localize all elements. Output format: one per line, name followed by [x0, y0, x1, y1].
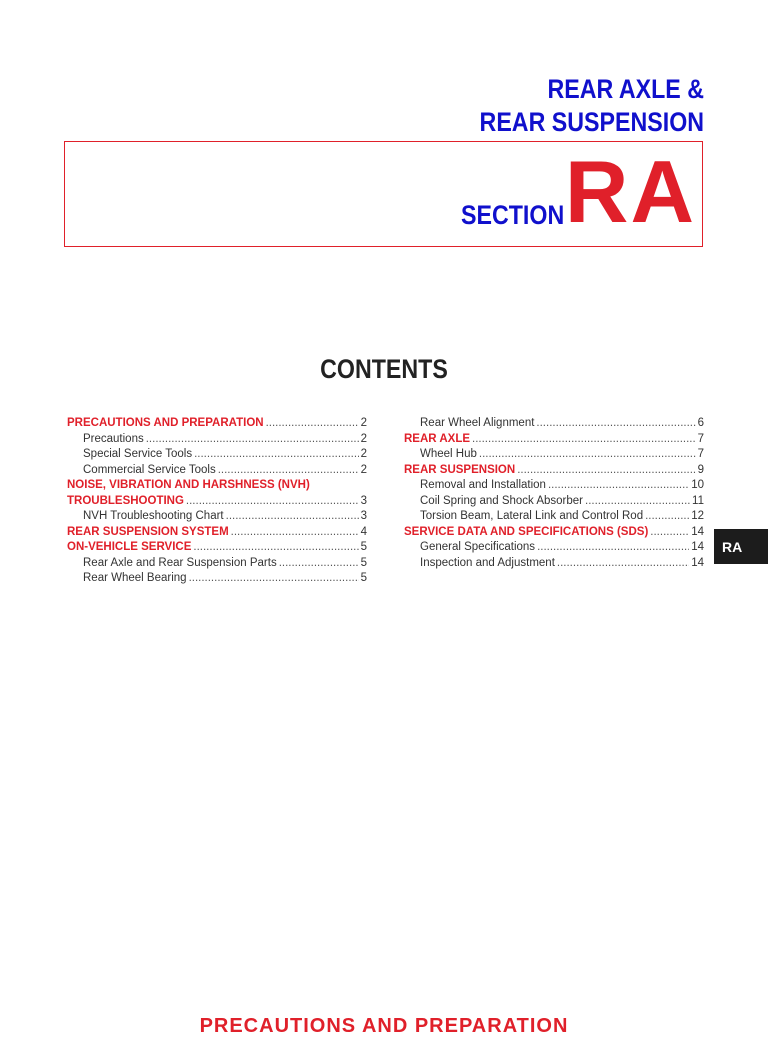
toc-entry-page: 14	[691, 525, 704, 538]
toc-entry[interactable]	[404, 478, 704, 494]
toc-entry-page: 9	[697, 463, 704, 476]
toc-leader-dots	[479, 447, 696, 463]
toc-entry[interactable]	[67, 447, 367, 463]
manual-title-line2: REAR SUSPENSION	[479, 107, 704, 137]
toc-leader-dots	[231, 525, 359, 541]
toc-entry-page: 2	[360, 463, 367, 476]
toc-leader-dots	[548, 478, 689, 494]
toc-entry-page: 6	[697, 417, 704, 429]
manual-title-line1: REAR AXLE &	[547, 74, 704, 104]
toc-entry[interactable]	[67, 494, 367, 510]
toc-leader-dots	[146, 432, 359, 448]
toc-leader-dots	[517, 463, 695, 479]
toc-leader-dots	[279, 556, 359, 572]
toc-entry-label: Commercial Service Tools	[83, 463, 216, 476]
toc-entry-page: 14	[691, 541, 704, 553]
toc-leader-dots	[218, 463, 359, 479]
toc-right-column	[404, 416, 704, 571]
toc-entry[interactable]	[404, 416, 704, 432]
toc-entry-label: SERVICE DATA AND SPECIFICATIONS (SDS)	[404, 525, 649, 538]
toc-entry-label: General Specifications	[420, 541, 536, 553]
toc-entry[interactable]	[67, 571, 367, 587]
toc-entry-label: Inspection and Adjustment	[420, 556, 555, 569]
toc-entry-label: REAR SUSPENSION SYSTEM	[67, 525, 229, 538]
toc-entry-label: PRECAUTIONS AND PREPARATION	[67, 417, 264, 429]
toc-entry-label: REAR SUSPENSION	[404, 463, 516, 476]
toc-entry-page: 3	[360, 494, 367, 507]
toc-entry-page: 5	[360, 556, 367, 569]
toc-entry[interactable]	[67, 463, 367, 479]
toc-entry[interactable]	[404, 494, 704, 510]
toc-leader-dots	[194, 447, 359, 463]
toc-leader-dots	[193, 540, 358, 556]
toc-entry-label: ON-VEHICLE SERVICE	[67, 541, 192, 553]
toc-entry-label: Torsion Beam, Lateral Link and Control Rod	[420, 510, 644, 522]
toc-leader-dots	[536, 416, 695, 432]
toc-entry[interactable]	[404, 525, 704, 541]
toc-entry[interactable]	[67, 509, 367, 525]
toc-entry-label: Wheel Hub	[420, 448, 477, 460]
toc-entry-page: 10	[691, 479, 704, 491]
toc-entry-page: 12	[691, 510, 704, 522]
toc-entry-label: REAR AXLE	[404, 432, 471, 445]
toc-entry-label: Rear Axle and Rear Suspension Parts	[83, 556, 277, 569]
section-label: SECTION	[461, 200, 565, 230]
toc-leader-dots	[189, 571, 359, 587]
toc-entry[interactable]	[404, 540, 704, 556]
toc-entry[interactable]	[67, 478, 367, 494]
toc-entry-page: 2	[360, 417, 367, 429]
toc-entry-page: 2	[360, 448, 367, 460]
section-box	[64, 141, 703, 247]
toc-leader-dots	[650, 525, 689, 541]
toc-entry[interactable]	[404, 447, 704, 463]
toc-entry[interactable]	[404, 509, 704, 525]
toc-entry[interactable]	[67, 416, 367, 432]
toc-entry-page: 14	[691, 556, 704, 569]
toc-entry-page: 5	[360, 572, 367, 584]
toc-entry[interactable]	[67, 525, 367, 541]
toc-entry[interactable]	[67, 432, 367, 448]
toc-entry-page: 7	[697, 448, 704, 460]
toc-entry-page: 4	[360, 525, 367, 538]
toc-leader-dots	[537, 540, 689, 556]
toc-entry-page: 11	[692, 494, 704, 507]
toc-entry-page: 7	[697, 432, 704, 445]
next-page-heading: PRECAUTIONS AND PREPARATION	[199, 1015, 569, 1037]
toc-leader-dots	[226, 509, 359, 525]
toc-left-column	[67, 416, 367, 587]
toc-entry-label: Removal and Installation	[420, 479, 546, 491]
toc-entry[interactable]	[67, 556, 367, 572]
toc-entry-page: 2	[360, 432, 367, 445]
toc-entry-label: Precautions	[83, 432, 144, 445]
toc-entry-label: NOISE, VIBRATION AND HARSHNESS (NVH)	[67, 479, 310, 491]
toc-leader-dots	[266, 416, 359, 432]
toc-entry-page: 5	[360, 541, 367, 553]
toc-entry[interactable]	[404, 463, 704, 479]
toc-leader-dots	[645, 509, 689, 525]
toc-leader-dots	[585, 494, 690, 510]
toc-entry-label: Coil Spring and Shock Absorber	[420, 494, 584, 507]
section-code: RA	[564, 142, 696, 241]
toc-entry[interactable]	[404, 432, 704, 448]
toc-leader-dots	[557, 556, 689, 572]
toc-entry[interactable]	[67, 540, 367, 556]
toc-leader-dots	[472, 432, 696, 448]
section-side-tab[interactable]: RA	[714, 529, 768, 564]
toc-entry-page: 3	[360, 510, 367, 522]
toc-entry-label: TROUBLESHOOTING	[67, 494, 184, 507]
toc-entry-label: Rear Wheel Bearing	[83, 572, 187, 584]
toc-entry-label: Rear Wheel Alignment	[420, 417, 535, 429]
contents-heading: CONTENTS	[320, 354, 448, 384]
toc-entry[interactable]	[404, 556, 704, 572]
toc-leader-dots	[186, 494, 359, 510]
toc-entry-label: Special Service Tools	[83, 448, 193, 460]
toc-entry-label: NVH Troubleshooting Chart	[83, 510, 224, 522]
